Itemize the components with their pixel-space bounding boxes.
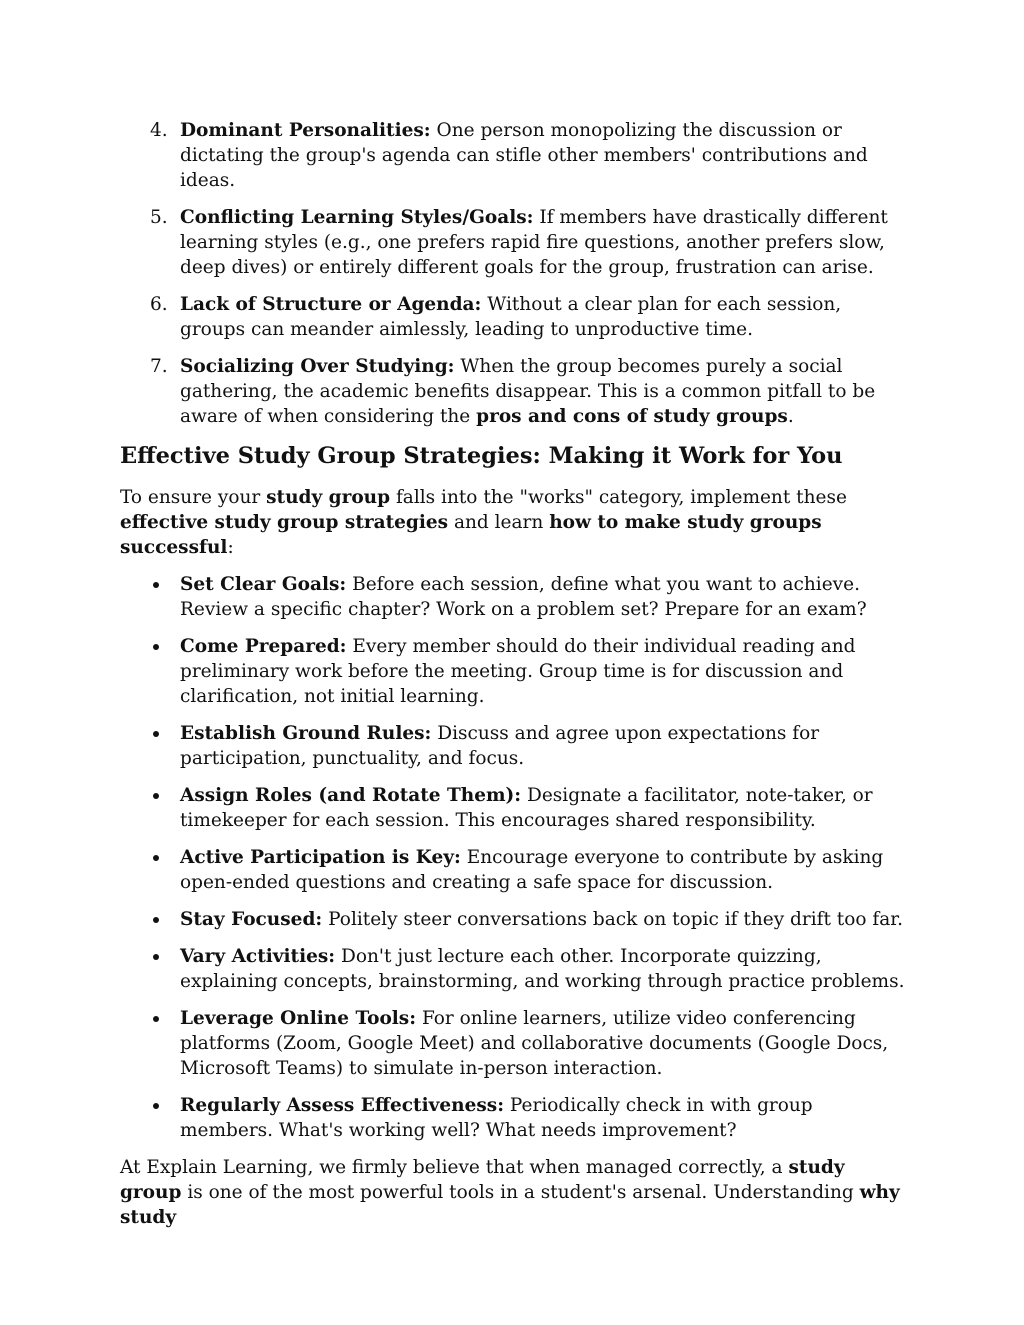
- item-bold-phrase: pros and cons of study groups: [476, 406, 788, 427]
- closing-paragraph: [120, 1155, 910, 1230]
- bullet-icon: [153, 582, 159, 588]
- list-item: [120, 1093, 910, 1143]
- item-text: When the group becomes purely a social gathering, the academic benefits disappear. This is a common pitfall to be aware of when considering the: [180, 356, 876, 427]
- list-item: [120, 1006, 910, 1081]
- item-title: Active Participation is Key:: [180, 847, 461, 868]
- item-text: Without a clear plan for each session, groups can meander aimlessly, leading to unproductive time.: [180, 294, 842, 340]
- item-text: Before each session, define what you want to achieve. Review a specific chapter? Work on a problem set? Prepare for an exam?: [180, 574, 867, 620]
- item-title: Set Clear Goals:: [180, 574, 347, 595]
- list-item: [120, 944, 910, 994]
- bullet-icon: [153, 1103, 159, 1109]
- bullet-icon: [153, 793, 159, 799]
- list-item: [120, 205, 910, 280]
- item-number: 6.: [150, 294, 168, 315]
- item-number: 7.: [150, 356, 168, 377]
- item-text: Designate a facilitator, note-taker, or timekeeper for each session. This encourages shared responsibility.: [180, 785, 873, 831]
- intro-text: To ensure your: [120, 487, 261, 508]
- item-number: 5.: [150, 207, 168, 228]
- list-item: [120, 783, 910, 833]
- list-item: [120, 845, 910, 895]
- intro-text: :: [227, 537, 234, 558]
- intro-bold: effective study group strategies: [120, 512, 449, 533]
- closing-text: At Explain Learning, we firmly believe that when managed correctly, a: [120, 1157, 783, 1178]
- bullet-icon: [153, 855, 159, 861]
- item-title: Assign Roles (and Rotate Them):: [180, 785, 522, 806]
- list-item: [120, 354, 910, 429]
- item-title: Come Prepared:: [180, 636, 347, 657]
- item-text: One person monopolizing the discussion or dictating the group's agenda can stifle other members' contributions and ideas.: [180, 120, 868, 191]
- item-title: Stay Focused:: [180, 909, 323, 930]
- item-number: 4.: [150, 120, 168, 141]
- item-title: Lack of Structure or Agenda:: [180, 294, 482, 315]
- bullet-icon: [153, 954, 159, 960]
- closing-bold: study group: [120, 1157, 845, 1203]
- list-item: [120, 721, 910, 771]
- page-content: [120, 118, 910, 1230]
- section-heading: Effective Study Group Strategies: Making it Work for You: [120, 443, 843, 469]
- item-text: For online learners, utilize video conferencing platforms (Zoom, Google Meet) and collaborative documents (Google Docs, Microsoft Teams) to simulate in-person interaction.: [180, 1008, 889, 1079]
- intro-text: falls into the "works" category, implement these: [395, 487, 847, 508]
- intro-bold: how to make study groups successful: [120, 512, 822, 558]
- list-item: [120, 907, 910, 932]
- item-title: Socializing Over Studying:: [180, 356, 455, 377]
- intro-paragraph: [120, 485, 910, 560]
- item-text: If members have drastically different learning styles (e.g., one prefers rapid fire questions, another prefers slow, deep dives) or entirely different goals for the group, frustration can arise.: [180, 207, 888, 278]
- item-text: Politely steer conversations back on topic if they drift too far.: [328, 909, 903, 930]
- numbered-list: [120, 118, 910, 429]
- item-title: Regularly Assess Effectiveness:: [180, 1095, 505, 1116]
- closing-bold: why study: [120, 1182, 900, 1228]
- list-item: [120, 572, 910, 622]
- item-text: Don't just lecture each other. Incorporate quizzing, explaining concepts, brainstorming, and working through practice problems.: [180, 946, 905, 992]
- bullet-icon: [153, 1016, 159, 1022]
- item-title: Leverage Online Tools:: [180, 1008, 417, 1029]
- bullet-list: [120, 572, 910, 1143]
- list-item: [120, 118, 910, 193]
- closing-text: is one of the most powerful tools in a student's arsenal. Understanding: [187, 1182, 854, 1203]
- item-title: Vary Activities:: [180, 946, 336, 967]
- item-title: Dominant Personalities:: [180, 120, 431, 141]
- intro-bold: study group: [266, 487, 391, 508]
- bullet-icon: [153, 731, 159, 737]
- item-title: Conflicting Learning Styles/Goals:: [180, 207, 534, 228]
- item-text: Discuss and agree upon expectations for participation, punctuality, and focus.: [180, 723, 820, 769]
- bullet-icon: [153, 644, 159, 650]
- item-text: Every member should do their individual reading and preliminary work before the meeting. Group time is for discussion and clarification, not initial learning.: [180, 636, 856, 707]
- item-text: Encourage everyone to contribute by asking open-ended questions and creating a safe space for discussion.: [180, 847, 884, 893]
- intro-text: and learn: [453, 512, 544, 533]
- item-text-end: .: [787, 406, 794, 427]
- list-item: [120, 634, 910, 709]
- item-title: Establish Ground Rules:: [180, 723, 432, 744]
- item-text: Periodically check in with group members. What's working well? What needs improvement?: [180, 1095, 813, 1141]
- bullet-icon: [153, 917, 159, 923]
- list-item: [120, 292, 910, 342]
